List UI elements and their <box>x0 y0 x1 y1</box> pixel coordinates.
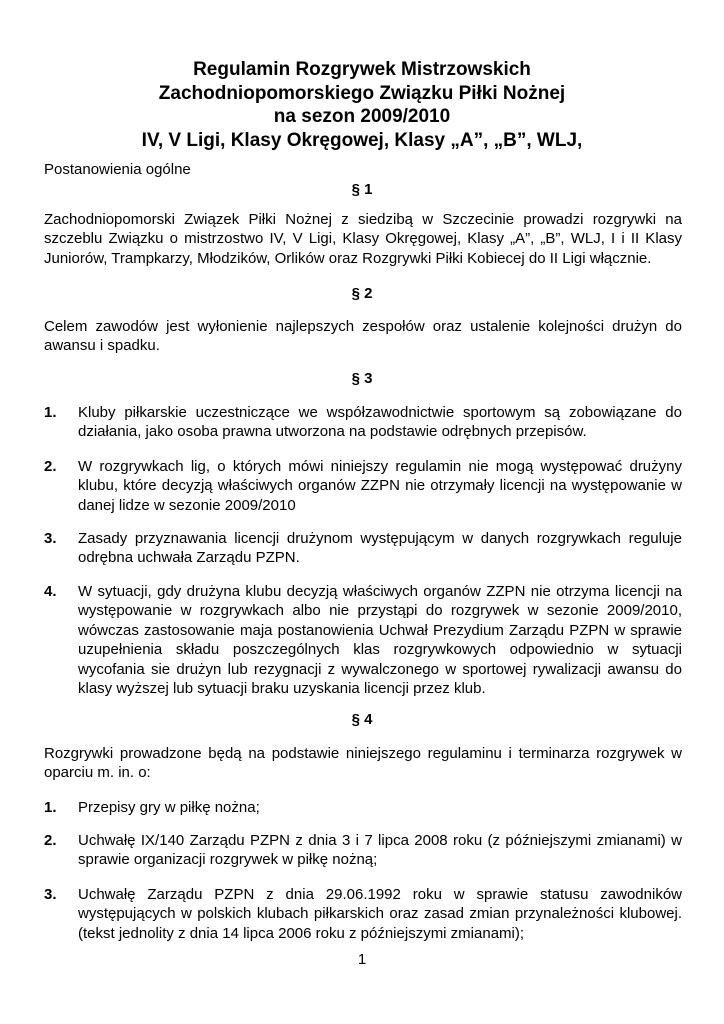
document-title <box>40 58 684 152</box>
section-4-item-3-text: Uchwałę Zarządu PZPN z dnia 29.06.1992 roku w sprawie statusu zawodników występujących w polskich klubach piłkarskich oraz zasad zmian przynależności klubowej.(tekst jednolity z dnia 14 lipca 2006 roku z późniejszymi zmianami); <box>78 886 682 942</box>
section-4-item-2-text: Uchwałę IX/140 Zarządu PZPN z dnia 3 i 7 lipca 2008 roku (z późniejszymi zmianami) w sprawie organizacji rozgrywek w piłkę nożną; <box>78 832 682 869</box>
section-2-label: § 2 <box>351 285 373 302</box>
intro-heading: Postanowienia ogólne <box>44 161 191 178</box>
section-3-item-3-number: 3. <box>44 530 57 547</box>
section-3-label: § 3 <box>351 370 373 387</box>
section-4-paragraph: Rozgrywki prowadzone będą na podstawie niniejszego regulaminu i terminarza rozgrywek w oparciu m. in. o: <box>44 745 682 782</box>
page-number: 1 <box>357 951 367 968</box>
section-1-paragraph: Zachodniopomorski Związek Piłki Nożnej z siedzibą w Szczecinie prowadzi rozgrywki na szczeblu Związku o mistrzostwo IV, V Ligi, Klasy Okręgowej, Klasy „A”, „B”, WLJ, I i II Klasy Juniorów, Trampkarzy, Młodzików, Orlików oraz Rozgrywki Piłki Kobiecej do II Ligi włącznie. <box>44 211 682 267</box>
section-3-item-4-number: 4. <box>44 583 57 600</box>
section-2-paragraph: Celem zawodów jest wyłonienie najlepszych zespołów oraz ustalenie kolejności drużyn do awansu i spadku. <box>44 318 682 355</box>
section-4-item-3-number: 3. <box>44 886 57 903</box>
section-3-item-2-text: W rozgrywkach lig, o których mówi niniejszy regulamin nie mogą występować drużyny klubu, które decyzją właściwych organów ZZPN nie otrzymały licencji na występowanie w danej lidze w sezonie 2009/2010 <box>78 458 682 514</box>
title-line-2: Zachodniopomorskiego Związku Piłki Nożnej <box>158 82 566 104</box>
title-line-4: IV, V Ligi, Klasy Okręgowej, Klasy „A”, „B”, WLJ, <box>141 129 583 151</box>
section-3-item-3-text: Zasady przyznawania licencji drużynom występującym w danych rozgrywkach reguluje odrębna uchwała Zarządu PZPN. <box>78 530 682 567</box>
section-1-label: § 1 <box>351 181 373 198</box>
section-3-item-1-number: 1. <box>44 404 57 421</box>
section-3-item-2-number: 2. <box>44 458 57 475</box>
title-line-1: Regulamin Rozgrywek Mistrzowskich <box>193 59 531 80</box>
section-4-item-1-number: 1. <box>44 799 57 816</box>
section-4-item-1-text: Przepisy gry w piłkę nożna; <box>78 799 260 816</box>
section-4-item-2-number: 2. <box>44 832 57 849</box>
section-4-label: § 4 <box>351 711 373 728</box>
section-3-item-4-text: W sytuacji, gdy drużyna klubu decyzją właściwych organów ZZPN nie otrzyma licencji na występowanie w rozgrywkach albo nie przystąpi do rozgrywek w sezonie 2009/2010, wówczas zastosowanie maja postanowienia Uchwał Prezydium Zarządu PZPN w sprawie uzupełnienia składu poszczególnych klas rozgrywkowych odpowiednio w sytuacji wycofania sie drużyn lub rezygnacji z wywalczonego w sportowej rywalizacji awansu do klasy wyższej lub sytuacji braku uzyskania licencji przez klub. <box>78 583 682 698</box>
title-line-3: na sezon 2009/2010 <box>273 106 451 127</box>
section-3-item-1-text: Kluby piłkarskie uczestniczące we współzawodnictwie sportowym są zobowiązane do działania, jako osoba prawna utworzona na podstawie odrębnych przepisów. <box>78 404 682 441</box>
